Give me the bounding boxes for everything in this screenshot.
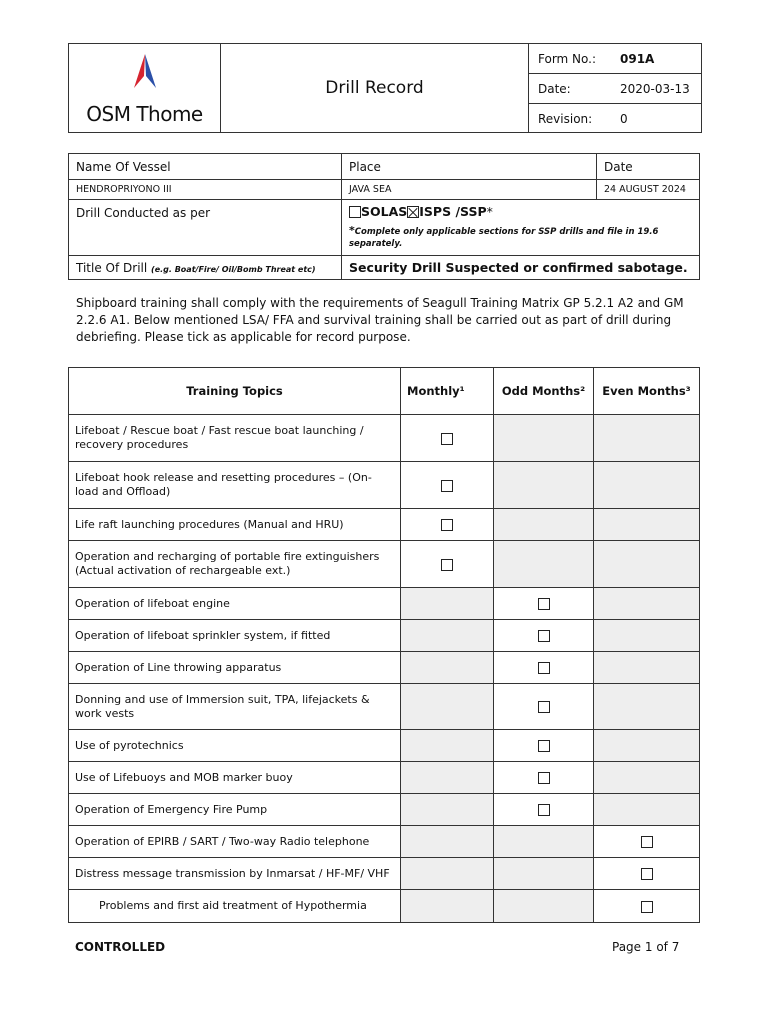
table-row [69,762,700,794]
tick-checkbox[interactable] [441,559,453,571]
frequency-cell [594,762,700,794]
frequency-cell [594,541,700,588]
isps-label: ISPS /SSP [419,204,487,219]
table-row [69,684,700,730]
title-of-drill-text: Title Of Drill [76,260,148,275]
revision-label: Revision: [538,111,593,126]
frequency-cell [594,826,700,858]
date-label: Date: [538,81,571,96]
frequency-cell [594,684,700,730]
frequency-cell [594,620,700,652]
title-of-drill-value[interactable]: Security Drill Suspected or confirmed sabotage. [342,256,700,280]
tick-checkbox[interactable] [641,868,653,880]
page-title: Drill Record [221,44,529,132]
frequency-cell [401,415,494,462]
frequency-cell [494,415,594,462]
revision-value: 0 [620,111,628,126]
training-topic: Operation of Emergency Fire Pump [69,794,401,826]
drill-conducted-options [342,200,700,256]
training-topic: Operation of EPIRB / SART / Two-way Radio telephone [69,826,401,858]
frequency-cell [494,684,594,730]
frequency-cell [594,588,700,620]
footer-controlled: CONTROLLED [75,940,166,954]
table-row [69,620,700,652]
table-row [69,890,700,923]
tick-checkbox[interactable] [441,519,453,531]
brand-name: OSM Thome [86,102,203,126]
isps-asterisk: * [486,204,493,219]
frequency-cell [494,509,594,541]
frequency-cell [401,890,494,923]
frequency-cell [401,509,494,541]
table-row [69,509,700,541]
frequency-cell [494,890,594,923]
training-topic: Operation and recharging of portable fire extinguishers (Actual activation of rechargeable ext.) [69,541,401,588]
training-topic: Distress message transmission by Inmarsat / HF-MF/ VHF [69,858,401,890]
table-row [69,730,700,762]
tick-checkbox[interactable] [538,662,550,674]
training-topic: Donning and use of Immersion suit, TPA, lifejackets & work vests [69,684,401,730]
ssp-note: Complete only applicable sections for SSP drills and file in 19.6 separately. [349,227,659,249]
frequency-cell [494,826,594,858]
title-of-drill-example: (e.g. Boat/Fire/ Oil/Bomb Threat etc) [151,264,316,274]
date-label-cell: Date [597,154,700,180]
logo-cell [69,44,221,132]
tick-checkbox[interactable] [538,598,550,610]
isps-checkbox[interactable] [407,206,419,218]
table-row [69,794,700,826]
frequency-cell [494,730,594,762]
tick-checkbox[interactable] [538,740,550,752]
vessel-info-table [68,153,700,280]
training-rows [69,415,700,923]
form-header [68,43,702,133]
tick-checkbox[interactable] [441,480,453,492]
frequency-cell [494,588,594,620]
frequency-cell [401,858,494,890]
frequency-cell [594,509,700,541]
frequency-cell [401,826,494,858]
tick-checkbox[interactable] [538,701,550,713]
frequency-cell [594,794,700,826]
frequency-cell [494,858,594,890]
place-value[interactable]: JAVA SEA [342,180,597,200]
header-odd-months: Odd Months² [494,368,594,415]
form-no-value: 091A [620,51,655,66]
note-asterisk: * [349,224,355,237]
date-value: 2020-03-13 [620,81,690,96]
header-monthly: Monthly¹ [401,368,494,415]
form-no-label: Form No.: [538,51,597,66]
tick-checkbox[interactable] [641,836,653,848]
tick-checkbox[interactable] [538,630,550,642]
training-topic: Use of pyrotechnics [69,730,401,762]
table-row [69,826,700,858]
frequency-cell [494,794,594,826]
training-topic: Lifeboat hook release and resetting procedures – (On-load and Offload) [69,462,401,509]
revision-row [529,104,701,133]
title-of-drill-label [69,256,342,280]
solas-label: SOLAS [361,204,408,219]
table-row [69,462,700,509]
form-no-row [529,44,701,74]
name-of-vessel-label: Name Of Vessel [69,154,342,180]
training-topic: Operation of lifeboat sprinkler system, if fitted [69,620,401,652]
table-row [69,652,700,684]
training-topic: Use of Lifebuoys and MOB marker buoy [69,762,401,794]
osm-logo-icon [132,54,158,96]
frequency-cell [494,620,594,652]
training-topic: Life raft launching procedures (Manual and HRU) [69,509,401,541]
frequency-cell [494,762,594,794]
frequency-cell [494,462,594,509]
date-row [529,74,701,104]
frequency-cell [401,730,494,762]
frequency-cell [594,858,700,890]
frequency-cell [494,541,594,588]
table-row [69,588,700,620]
frequency-cell [401,762,494,794]
frequency-cell [401,541,494,588]
table-row [69,541,700,588]
training-topic: Operation of lifeboat engine [69,588,401,620]
header-training-topics: Training Topics [69,368,401,415]
table-row [69,858,700,890]
frequency-cell [401,462,494,509]
vessel-name-value[interactable]: HENDROPRIYONO III [69,180,342,200]
frequency-cell [594,652,700,684]
drill-conducted-label: Drill Conducted as per [69,200,342,256]
header-even-months: Even Months³ [594,368,700,415]
tick-checkbox[interactable] [641,901,653,913]
instruction-paragraph: Shipboard training shall comply with the requirements of Seagull Training Matrix GP 5.2.1 A2 and GM 2.2.6 A1. Below mentioned LSA/ FFA and survival training shall be carried out as part of drill during debriefing. Please tick as applicable for record purpose. [76,296,684,344]
frequency-cell [401,620,494,652]
tick-checkbox[interactable] [441,433,453,445]
tick-checkbox[interactable] [538,772,550,784]
frequency-cell [594,890,700,923]
tick-checkbox[interactable] [538,804,550,816]
vessel-date-value[interactable]: 24 AUGUST 2024 [597,180,700,200]
place-label: Place [342,154,597,180]
frequency-cell [401,794,494,826]
footer-page-number: Page 1 of 7 [612,940,680,954]
form-meta [529,44,701,132]
training-topics-table [68,367,700,923]
frequency-cell [594,415,700,462]
frequency-cell [401,652,494,684]
training-topic: Problems and first aid treatment of Hypothermia [69,890,401,923]
frequency-cell [401,684,494,730]
frequency-cell [401,588,494,620]
table-row [69,415,700,462]
frequency-cell [594,730,700,762]
training-topic: Operation of Line throwing apparatus [69,652,401,684]
training-topic: Lifeboat / Rescue boat / Fast rescue boat launching / recovery procedures [69,415,401,462]
frequency-cell [594,462,700,509]
frequency-cell [494,652,594,684]
solas-checkbox[interactable] [349,206,361,218]
